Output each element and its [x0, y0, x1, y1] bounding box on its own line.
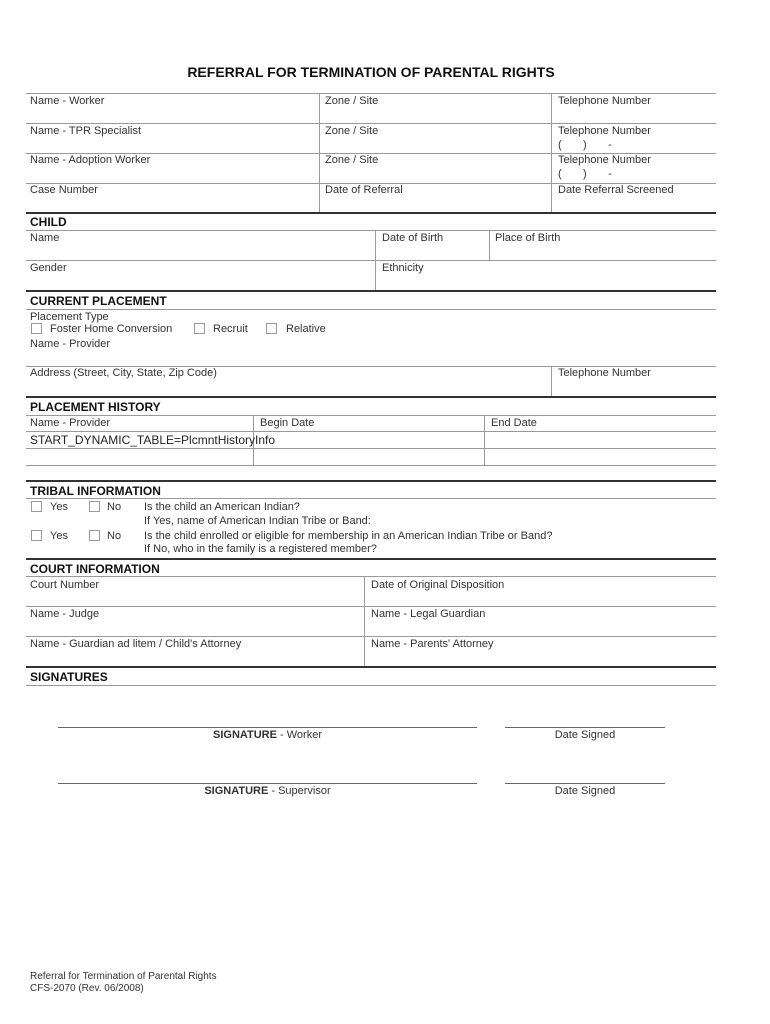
divider	[26, 260, 716, 261]
date-referral-label: Date of Referral	[325, 184, 403, 196]
section-divider	[26, 396, 716, 398]
worker-signature-caption	[58, 729, 477, 742]
divider	[489, 230, 490, 260]
adoption-phone-label: Telephone Number	[558, 154, 651, 166]
worker-name-label: Name - Worker	[30, 95, 105, 107]
divider	[26, 498, 716, 499]
supervisor-signature-line[interactable]	[58, 783, 477, 784]
legal-guardian-label: Name - Legal Guardian	[371, 608, 486, 620]
child-heading: CHILD	[30, 215, 67, 229]
court-number-label: Court Number	[30, 579, 100, 591]
child-dob-label: Date of Birth	[382, 232, 444, 244]
worker-signature-line[interactable]	[58, 727, 477, 728]
child-gender-label: Gender	[30, 262, 67, 274]
q2-no-label: No	[107, 530, 122, 542]
parents-attorney-label: Name - Parents' Attorney	[371, 638, 494, 650]
placement-heading: CURRENT PLACEMENT	[30, 294, 167, 308]
q1-no-checkbox[interactable]	[89, 501, 100, 512]
history-end-header: End Date	[491, 417, 537, 429]
dynamic-table-marker: START_DYNAMIC_TABLE=PlcmntHistoryInfo	[30, 433, 276, 447]
placement-type-label: Placement Type	[30, 311, 109, 323]
divider	[26, 448, 716, 449]
address-label: Address (Street, City, State, Zip Code)	[30, 367, 217, 379]
supervisor-date-caption: Date Signed	[554, 785, 616, 797]
date-screened-label: Date Referral Screened	[558, 184, 674, 196]
worker-role: - Worker	[276, 729, 322, 741]
worker-date-line[interactable]	[505, 727, 665, 728]
adoption-zone-label: Zone / Site	[325, 154, 379, 166]
history-provider-header: Name - Provider	[30, 417, 111, 429]
recruit-checkbox[interactable]	[194, 323, 205, 334]
signatures-heading: SIGNATURES	[30, 670, 108, 684]
recruit-option-label: Recruit	[213, 323, 248, 335]
footer-form-number: CFS-2070 (Rev. 06/2008)	[30, 983, 144, 994]
worker-date-caption: Date Signed	[554, 729, 616, 741]
q2-yes-label: Yes	[50, 530, 68, 542]
divider	[26, 309, 716, 310]
supervisor-signature-caption	[58, 785, 477, 798]
form-title: REFERRAL FOR TERMINATION OF PARENTAL RIGHTS	[187, 64, 555, 80]
divider	[26, 465, 716, 466]
provider-name-label: Name - Provider	[30, 338, 111, 350]
tpr-name-label: Name - TPR Specialist	[30, 125, 142, 137]
gal-label: Name - Guardian ad litem / Child's Attorney	[30, 638, 242, 650]
divider	[364, 576, 365, 666]
tpr-phone-label: Telephone Number	[558, 125, 651, 137]
worker-phone-label: Telephone Number	[558, 95, 651, 107]
q1-question: Is the child an American Indian?	[144, 501, 300, 513]
divider	[26, 230, 716, 231]
history-heading: PLACEMENT HISTORY	[30, 400, 161, 414]
divider	[26, 606, 716, 607]
footer-form-name: Referral for Termination of Parental Rights	[30, 971, 217, 982]
divider	[26, 685, 716, 686]
disposition-date-label: Date of Original Disposition	[371, 579, 505, 591]
child-ethnicity-label: Ethnicity	[382, 262, 424, 274]
history-begin-header: Begin Date	[260, 417, 315, 429]
relative-checkbox[interactable]	[266, 323, 277, 334]
divider	[484, 415, 485, 466]
placement-phone-label: Telephone Number	[558, 367, 651, 379]
section-divider	[26, 666, 716, 668]
q2-no-checkbox[interactable]	[89, 530, 100, 541]
supervisor-role: - Supervisor	[268, 785, 331, 797]
relative-option-label: Relative	[286, 323, 326, 335]
tpr-phone-input[interactable]: ( ) -	[558, 139, 612, 151]
court-heading: COURT INFORMATION	[30, 562, 160, 576]
signature-word: SIGNATURE	[204, 785, 269, 797]
section-divider	[26, 558, 716, 560]
divider	[26, 576, 716, 577]
tpr-zone-label: Zone / Site	[325, 125, 379, 137]
case-number-label: Case Number	[30, 184, 98, 196]
section-divider	[26, 480, 716, 482]
divider	[26, 123, 716, 124]
q2-followup: If No, who in the family is a registered member?	[144, 543, 377, 555]
child-pob-label: Place of Birth	[495, 232, 561, 244]
divider	[26, 93, 716, 94]
tribal-heading: TRIBAL INFORMATION	[30, 484, 161, 498]
worker-zone-label: Zone / Site	[325, 95, 379, 107]
q2-yes-checkbox[interactable]	[31, 530, 42, 541]
referral-form	[26, 0, 716, 1024]
divider	[26, 415, 716, 416]
supervisor-date-line[interactable]	[505, 783, 665, 784]
q2-question: Is the child enrolled or eligible for membership in an American Indian Tribe or Band?	[144, 530, 553, 542]
section-divider	[26, 212, 716, 214]
q1-yes-label: Yes	[50, 501, 68, 513]
divider	[551, 366, 552, 396]
q1-followup: If Yes, name of American Indian Tribe or Band:	[144, 515, 371, 527]
child-name-label: Name	[30, 232, 60, 244]
foster-home-option-label: Foster Home Conversion	[50, 323, 173, 335]
adoption-name-label: Name - Adoption Worker	[30, 154, 151, 166]
signature-word: SIGNATURE	[213, 729, 277, 741]
judge-label: Name - Judge	[30, 608, 100, 620]
q1-yes-checkbox[interactable]	[31, 501, 42, 512]
q1-no-label: No	[107, 501, 122, 513]
divider	[26, 636, 716, 637]
section-divider	[26, 290, 716, 292]
adoption-phone-input[interactable]: ( ) -	[558, 168, 612, 180]
foster-home-checkbox[interactable]	[31, 323, 42, 334]
divider	[26, 431, 716, 432]
